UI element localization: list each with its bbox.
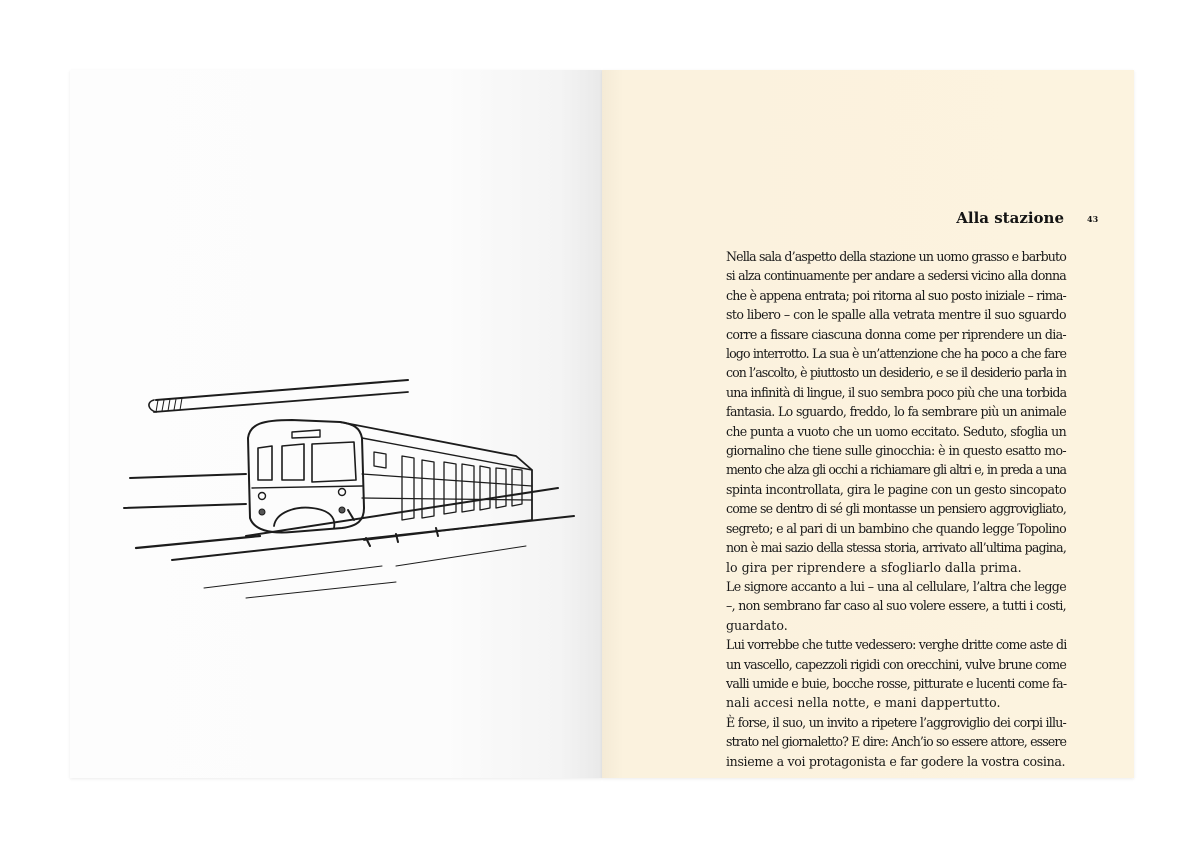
text-line: una infinità di lingue, il suo sembra poco più che una torbida <box>726 384 1067 400</box>
text-line: che punta a vuoto che un uomo eccitato. Seduto, sfoglia un <box>726 423 1066 439</box>
text-line: che è appena entrata; poi ritorna al suo posto iniziale – rima- <box>726 287 1066 303</box>
text-line: È forse, il suo, un invito a ripetere l’aggroviglio dei corpi illu- <box>726 714 1066 730</box>
text-line: Le signore accanto a lui – una al cellulare, l’altra che legge <box>726 578 1066 594</box>
text-line: mento che alza gli occhi a richiamare gli altri e, in preda a una <box>726 462 1066 478</box>
text-line: spinta incontrollata, gira le pagine con un gesto sincopato <box>726 481 1066 497</box>
text-line: lo gira per riprendere a sfogliarlo dalla prima. <box>726 559 1022 575</box>
train-at-station-sketch-icon <box>96 370 576 610</box>
text-line: logo interrotto. La sua è un’attenzione che ha poco a che fare <box>726 346 1066 362</box>
text-line: come se dentro di sé gli montasse un pensiero aggrovigliato, <box>726 501 1066 517</box>
text-line: giornalino che tiene sulle ginocchia: è in questo esatto mo- <box>726 443 1066 459</box>
text-line: un vascello, capezzoli rigidi con orecchini, vulve brune come <box>726 656 1066 672</box>
text-line: guardato. <box>726 617 788 633</box>
text-line: fantasia. Lo sguardo, freddo, lo fa sembrare più un animale <box>726 404 1066 420</box>
text-line: –, non sembrano far caso al suo volere essere, a tutti i costi, <box>726 598 1066 614</box>
body-text <box>726 247 1066 771</box>
text-line: sto libero – con le spalle alla vetrata mentre il suo sguardo <box>726 307 1066 323</box>
text-line: non è mai sazio della stessa storia, arrivato all’ultima pagina, <box>726 540 1066 556</box>
chapter-title: Alla stazione <box>956 209 1064 227</box>
text-line: con l’ascolto, è piuttosto un desiderio, e se il desiderio parla in <box>726 365 1066 381</box>
left-page <box>70 70 602 778</box>
text-line: nali accesi nella notte, e mani dappertutto. <box>726 695 1001 711</box>
text-line: si alza continuamente per andare a sedersi vicino alla donna <box>726 268 1066 284</box>
page-number: 43 <box>1087 214 1099 224</box>
text-line: insieme a voi protagonista e far godere la vostra cosina. <box>726 753 1066 769</box>
text-line: strato nel giornaletto? E dire: Anch’io so essere attore, essere <box>726 734 1066 750</box>
train-illustration <box>96 370 576 610</box>
text-line: segreto; e al pari di un bambino che quando legge Topolino <box>726 520 1066 536</box>
text-line: valli umide e buie, bocche rosse, pitturate e lucenti come fa- <box>726 675 1067 691</box>
text-line: Lui vorrebbe che tutte vedessero: verghe dritte come aste di <box>726 637 1067 653</box>
text-line: corre a fissare ciascuna donna come per riprendere un dia- <box>726 326 1066 342</box>
text-line: Nella sala d’aspetto della stazione un uomo grasso e barbuto <box>726 249 1066 264</box>
right-page <box>602 70 1134 778</box>
